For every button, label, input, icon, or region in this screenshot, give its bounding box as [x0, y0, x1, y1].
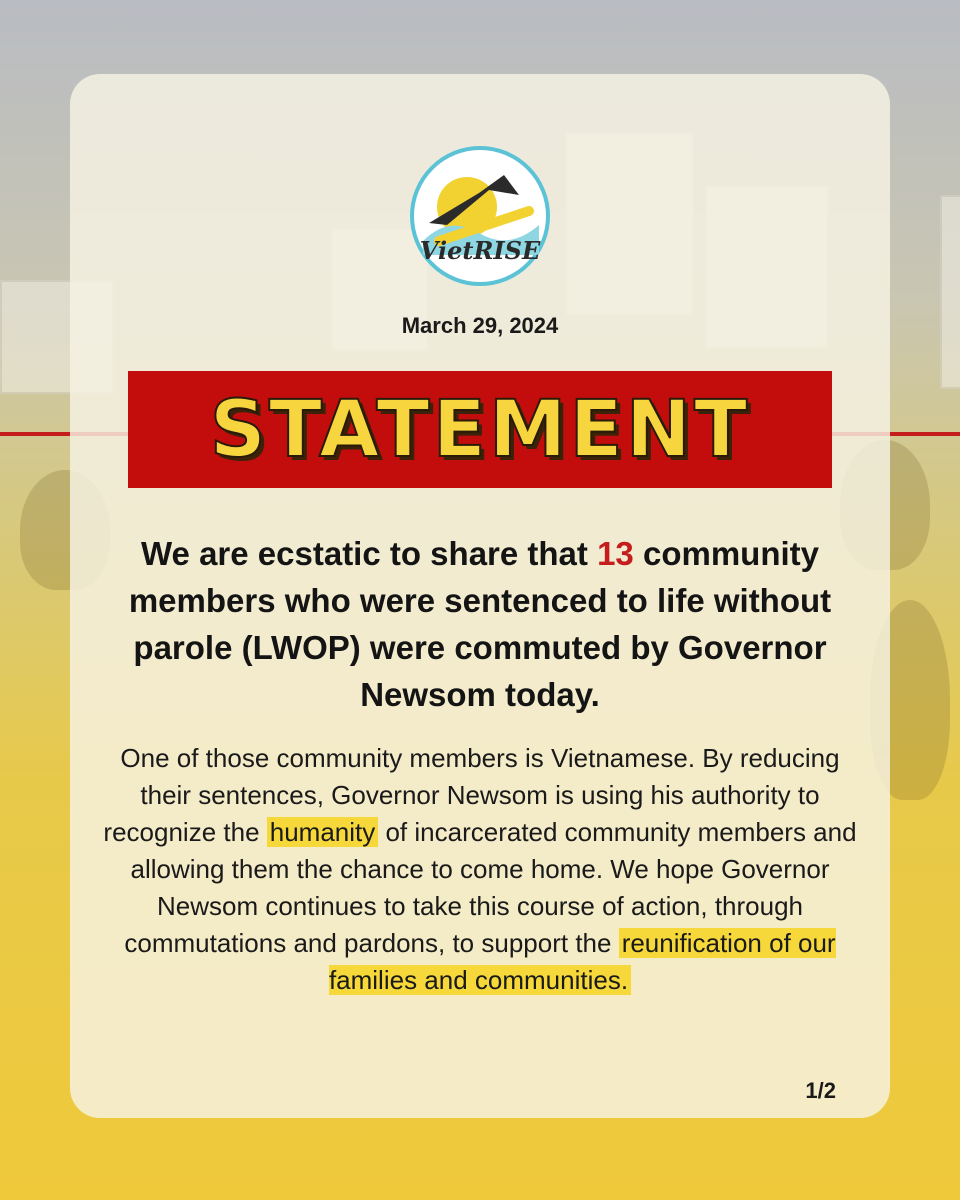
highlight-reunification: reunification of our families and communities. [328, 928, 836, 995]
body-text-1: One of those community members is Vietnamese. By reducing their sentences, Governor Newsom is using his authority to recognize the [103, 743, 840, 847]
statement-banner [128, 371, 832, 488]
logo-wordmark: VietRISE [419, 236, 541, 265]
body-text-2: of incarcerated community members and allowing them the chance to come home. We hope Governor Newsom continues to take this course of action, through commutations and pardons, to support the [124, 817, 857, 958]
protest-sign [940, 195, 960, 389]
banner-title: STATEMENT [209, 384, 751, 475]
headline [100, 530, 860, 718]
vietrise-logo [409, 145, 551, 287]
highlight-humanity: humanity [267, 817, 379, 847]
headline-text-2: community members who were sentenced to life without parole (LWOP) were commuted by Governor Newsom today. [128, 535, 832, 713]
body-paragraph [100, 740, 860, 999]
headline-text-1: We are ecstatic to share that [141, 535, 598, 572]
statement-date: March 29, 2024 [401, 313, 559, 338]
headline-number: 13 [597, 535, 634, 572]
mountain-sun-logo-icon [409, 145, 551, 287]
page-indicator: 1/2 [805, 1078, 836, 1103]
